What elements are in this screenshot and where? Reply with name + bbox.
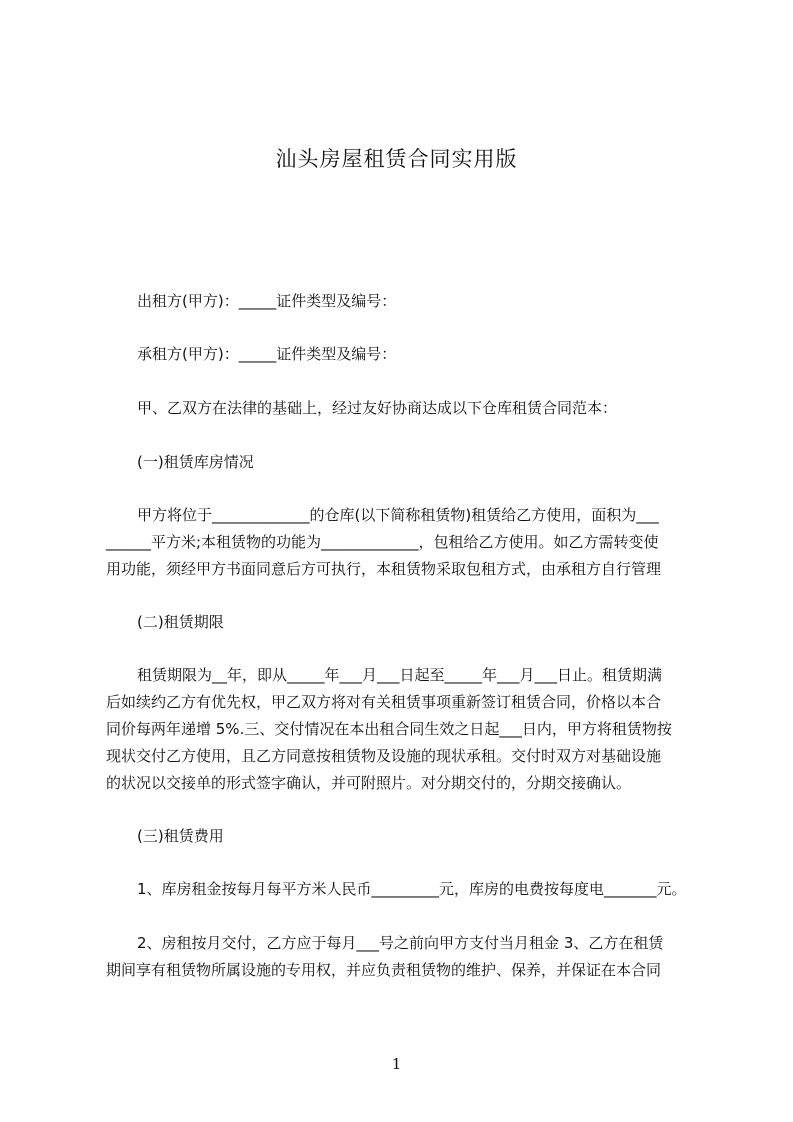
fees-item-2-line-2: 期间享有租赁物所属设施的专用权，并应负责租赁物的维护、保养，并保证在本合同 (106, 961, 662, 979)
term-paragraph-line-5: 的状况以交接单的形式签字确认，并可附照片。对分期交付的，分期交接确认。 (106, 774, 632, 792)
term-paragraph-line-4: 现状交付乙方使用，且乙方同意按租赁物及设施的现状承租。交付时双方对基础设施 (106, 747, 662, 765)
section-heading-warehouse: (一)租赁库房情况 (137, 453, 254, 471)
preamble-paragraph: 甲、乙双方在法律的基础上，经过友好协商达成以下仓库租赁合同范本： (137, 399, 618, 417)
term-paragraph-line-2: 后如续约乙方有优先权，甲乙双方将对有关租赁事项重新签订租赁合同，价格以本合 (106, 693, 662, 711)
fees-item-1: 1、库房租金按每月每平方米人民币_________元，库房的电费按每度电_______元。 (137, 880, 687, 898)
lessee-line: 承租方(甲方)：_____证件类型及编号： (137, 345, 397, 363)
page-number: 1 (391, 1055, 402, 1073)
section-heading-fees: (三)租赁费用 (137, 827, 224, 845)
warehouse-paragraph-line-1: 甲方将位于_____________的仓库(以下简称租赁物)租赁给乙方使用，面积为___ (137, 506, 659, 524)
term-paragraph-line-3: 同价每两年递增 5%.三、交付情况在本出租合同生效之日起___日内，甲方将租赁物按 (106, 720, 672, 738)
fees-item-2-line-1: 2、房租按月交付，乙方应于每月___号之前向甲方支付当月租金 3、乙方在租赁 (137, 934, 664, 952)
lessor-line: 出租方(甲方)：_____证件类型及编号： (137, 292, 397, 310)
document-title: 汕头房屋租赁合同实用版 (275, 147, 518, 171)
warehouse-paragraph-line-2: ______平方米;本租赁物的功能为_____________，包租给乙方使用。如乙方需转变使 (106, 533, 659, 551)
term-paragraph-line-1: 租赁期限为__年，即从_____年___月___日起至_____年___月___日止。租赁期满 (137, 666, 663, 684)
warehouse-paragraph-line-3: 用功能，须经甲方书面同意后方可执行，本租赁物采取包租方式，由承租方自行管理 (106, 560, 662, 578)
section-heading-term: (二)租赁期限 (137, 613, 224, 631)
